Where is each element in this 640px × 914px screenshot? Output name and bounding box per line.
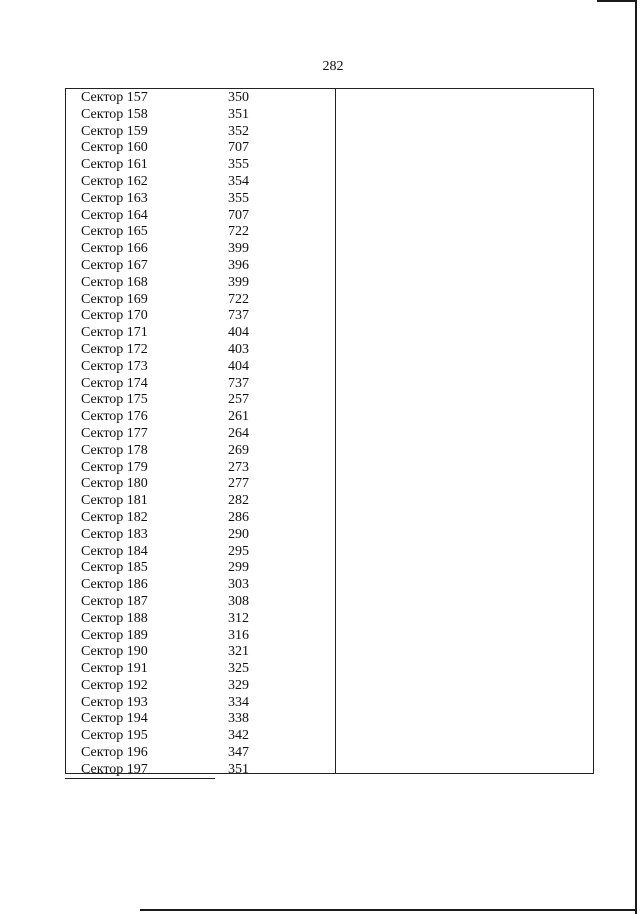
sector-name: Сектор 185 bbox=[81, 560, 148, 576]
sector-value: 350 bbox=[228, 90, 249, 105]
sector-name: Сектор 195 bbox=[81, 728, 148, 744]
sector-name: Сектор 169 bbox=[81, 291, 148, 307]
table-row bbox=[66, 325, 335, 342]
sector-value: 347 bbox=[228, 745, 249, 761]
table-row bbox=[66, 493, 335, 510]
table-row bbox=[66, 409, 335, 426]
page-number: 282 bbox=[322, 59, 344, 74]
sector-name: Сектор 183 bbox=[81, 526, 148, 542]
sector-name: Сектор 159 bbox=[81, 123, 148, 139]
table-row bbox=[66, 695, 335, 712]
table-row bbox=[66, 611, 335, 628]
sector-value: 334 bbox=[228, 694, 249, 710]
table-row bbox=[66, 594, 335, 611]
table-row bbox=[66, 560, 335, 577]
sector-value: 737 bbox=[228, 375, 249, 391]
sector-name: Сектор 191 bbox=[81, 661, 148, 677]
sector-name: Сектор 160 bbox=[81, 140, 148, 156]
table-row bbox=[66, 443, 335, 460]
sector-name: Сектор 165 bbox=[81, 224, 148, 240]
table-row bbox=[66, 275, 335, 292]
sector-value: 325 bbox=[228, 661, 249, 677]
table-row bbox=[66, 476, 335, 493]
table-row bbox=[66, 241, 335, 258]
sector-value: 355 bbox=[228, 157, 249, 173]
sector-name: Сектор 163 bbox=[81, 190, 148, 206]
table-row bbox=[66, 342, 335, 359]
sector-value: 329 bbox=[228, 677, 249, 693]
sector-name: Сектор 186 bbox=[81, 577, 148, 593]
table-row bbox=[66, 359, 335, 376]
sector-value: 355 bbox=[228, 190, 249, 206]
table-row bbox=[66, 258, 335, 275]
sector-value: 312 bbox=[228, 610, 249, 626]
sector-name: Сектор 162 bbox=[81, 173, 148, 189]
column-divider bbox=[335, 89, 336, 773]
table-row bbox=[66, 510, 335, 527]
table-row bbox=[66, 644, 335, 661]
sector-name: Сектор 174 bbox=[81, 375, 148, 391]
sector-value: 321 bbox=[228, 644, 249, 660]
footer-rule bbox=[65, 778, 215, 779]
sector-value: 299 bbox=[228, 560, 249, 576]
sector-name: Сектор 193 bbox=[81, 694, 148, 710]
sector-name: Сектор 175 bbox=[81, 392, 148, 408]
sector-name: Сектор 194 bbox=[81, 711, 148, 727]
table-row bbox=[66, 224, 335, 241]
sector-name: Сектор 161 bbox=[81, 157, 148, 173]
sector-name: Сектор 184 bbox=[81, 543, 148, 559]
table-row bbox=[66, 124, 335, 141]
sector-value: 338 bbox=[228, 711, 249, 727]
table-row bbox=[66, 107, 335, 124]
sector-value: 354 bbox=[228, 173, 249, 189]
table-row bbox=[66, 711, 335, 728]
sector-value: 396 bbox=[228, 257, 249, 273]
sector-name: Сектор 190 bbox=[81, 644, 148, 660]
table-row bbox=[66, 376, 335, 393]
scan-edge-right bbox=[635, 0, 637, 914]
sector-value: 707 bbox=[228, 140, 249, 156]
sector-value: 737 bbox=[228, 308, 249, 324]
table-row bbox=[66, 678, 335, 695]
sector-name: Сектор 166 bbox=[81, 241, 148, 257]
sector-value: 264 bbox=[228, 425, 249, 441]
table-row bbox=[66, 460, 335, 477]
sector-name: Сектор 188 bbox=[81, 610, 148, 626]
sector-name: Сектор 179 bbox=[81, 459, 148, 475]
sector-name: Сектор 182 bbox=[81, 509, 148, 525]
table-row bbox=[66, 292, 335, 309]
sector-value: 352 bbox=[228, 123, 249, 139]
sector-value: 404 bbox=[228, 325, 249, 341]
sector-value: 282 bbox=[228, 493, 249, 509]
sector-value: 277 bbox=[228, 476, 249, 492]
sector-name: Сектор 177 bbox=[81, 425, 148, 441]
table-rows bbox=[66, 90, 335, 779]
sector-name: Сектор 173 bbox=[81, 358, 148, 374]
sector-value: 404 bbox=[228, 358, 249, 374]
sector-name: Сектор 164 bbox=[81, 207, 148, 223]
table-row bbox=[66, 426, 335, 443]
sector-name: Сектор 180 bbox=[81, 476, 148, 492]
sector-value: 351 bbox=[228, 761, 249, 777]
sector-name: Сектор 168 bbox=[81, 274, 148, 290]
table-row bbox=[66, 544, 335, 561]
sector-value: 261 bbox=[228, 409, 249, 425]
sector-name: Сектор 170 bbox=[81, 308, 148, 324]
sector-value: 351 bbox=[228, 106, 249, 122]
sector-name: Сектор 189 bbox=[81, 627, 148, 643]
table-row bbox=[66, 661, 335, 678]
table-row bbox=[66, 174, 335, 191]
table-row bbox=[66, 208, 335, 225]
sector-value: 403 bbox=[228, 341, 249, 357]
sector-value: 303 bbox=[228, 577, 249, 593]
sector-name: Сектор 197 bbox=[81, 761, 148, 777]
table-row bbox=[66, 157, 335, 174]
sector-value: 316 bbox=[228, 627, 249, 643]
table-row bbox=[66, 628, 335, 645]
table-row bbox=[66, 140, 335, 157]
scan-edge-bottom bbox=[140, 909, 637, 911]
sector-value: 273 bbox=[228, 459, 249, 475]
sector-name: Сектор 196 bbox=[81, 745, 148, 761]
sector-value: 722 bbox=[228, 291, 249, 307]
sector-name: Сектор 172 bbox=[81, 341, 148, 357]
table-row bbox=[66, 745, 335, 762]
table-row bbox=[66, 90, 335, 107]
sector-value: 722 bbox=[228, 224, 249, 240]
scan-edge-top bbox=[597, 0, 637, 2]
sector-value: 308 bbox=[228, 593, 249, 609]
sector-name: Сектор 157 bbox=[81, 90, 148, 105]
sector-value: 257 bbox=[228, 392, 249, 408]
sector-value: 399 bbox=[228, 241, 249, 257]
table-row bbox=[66, 728, 335, 745]
sector-value: 269 bbox=[228, 442, 249, 458]
sector-name: Сектор 167 bbox=[81, 257, 148, 273]
table-row bbox=[66, 577, 335, 594]
table-row bbox=[66, 308, 335, 325]
table-row bbox=[66, 527, 335, 544]
sector-name: Сектор 181 bbox=[81, 493, 148, 509]
sector-value: 399 bbox=[228, 274, 249, 290]
sector-name: Сектор 178 bbox=[81, 442, 148, 458]
sector-name: Сектор 176 bbox=[81, 409, 148, 425]
sector-value: 290 bbox=[228, 526, 249, 542]
sector-name: Сектор 192 bbox=[81, 677, 148, 693]
sector-name: Сектор 158 bbox=[81, 106, 148, 122]
sector-value: 342 bbox=[228, 728, 249, 744]
sector-value: 286 bbox=[228, 509, 249, 525]
table-row bbox=[66, 191, 335, 208]
sector-value: 295 bbox=[228, 543, 249, 559]
sector-table bbox=[65, 88, 594, 777]
sector-name: Сектор 171 bbox=[81, 325, 148, 341]
sector-value: 707 bbox=[228, 207, 249, 223]
table-row bbox=[66, 762, 335, 779]
sector-name: Сектор 187 bbox=[81, 593, 148, 609]
table-row bbox=[66, 392, 335, 409]
